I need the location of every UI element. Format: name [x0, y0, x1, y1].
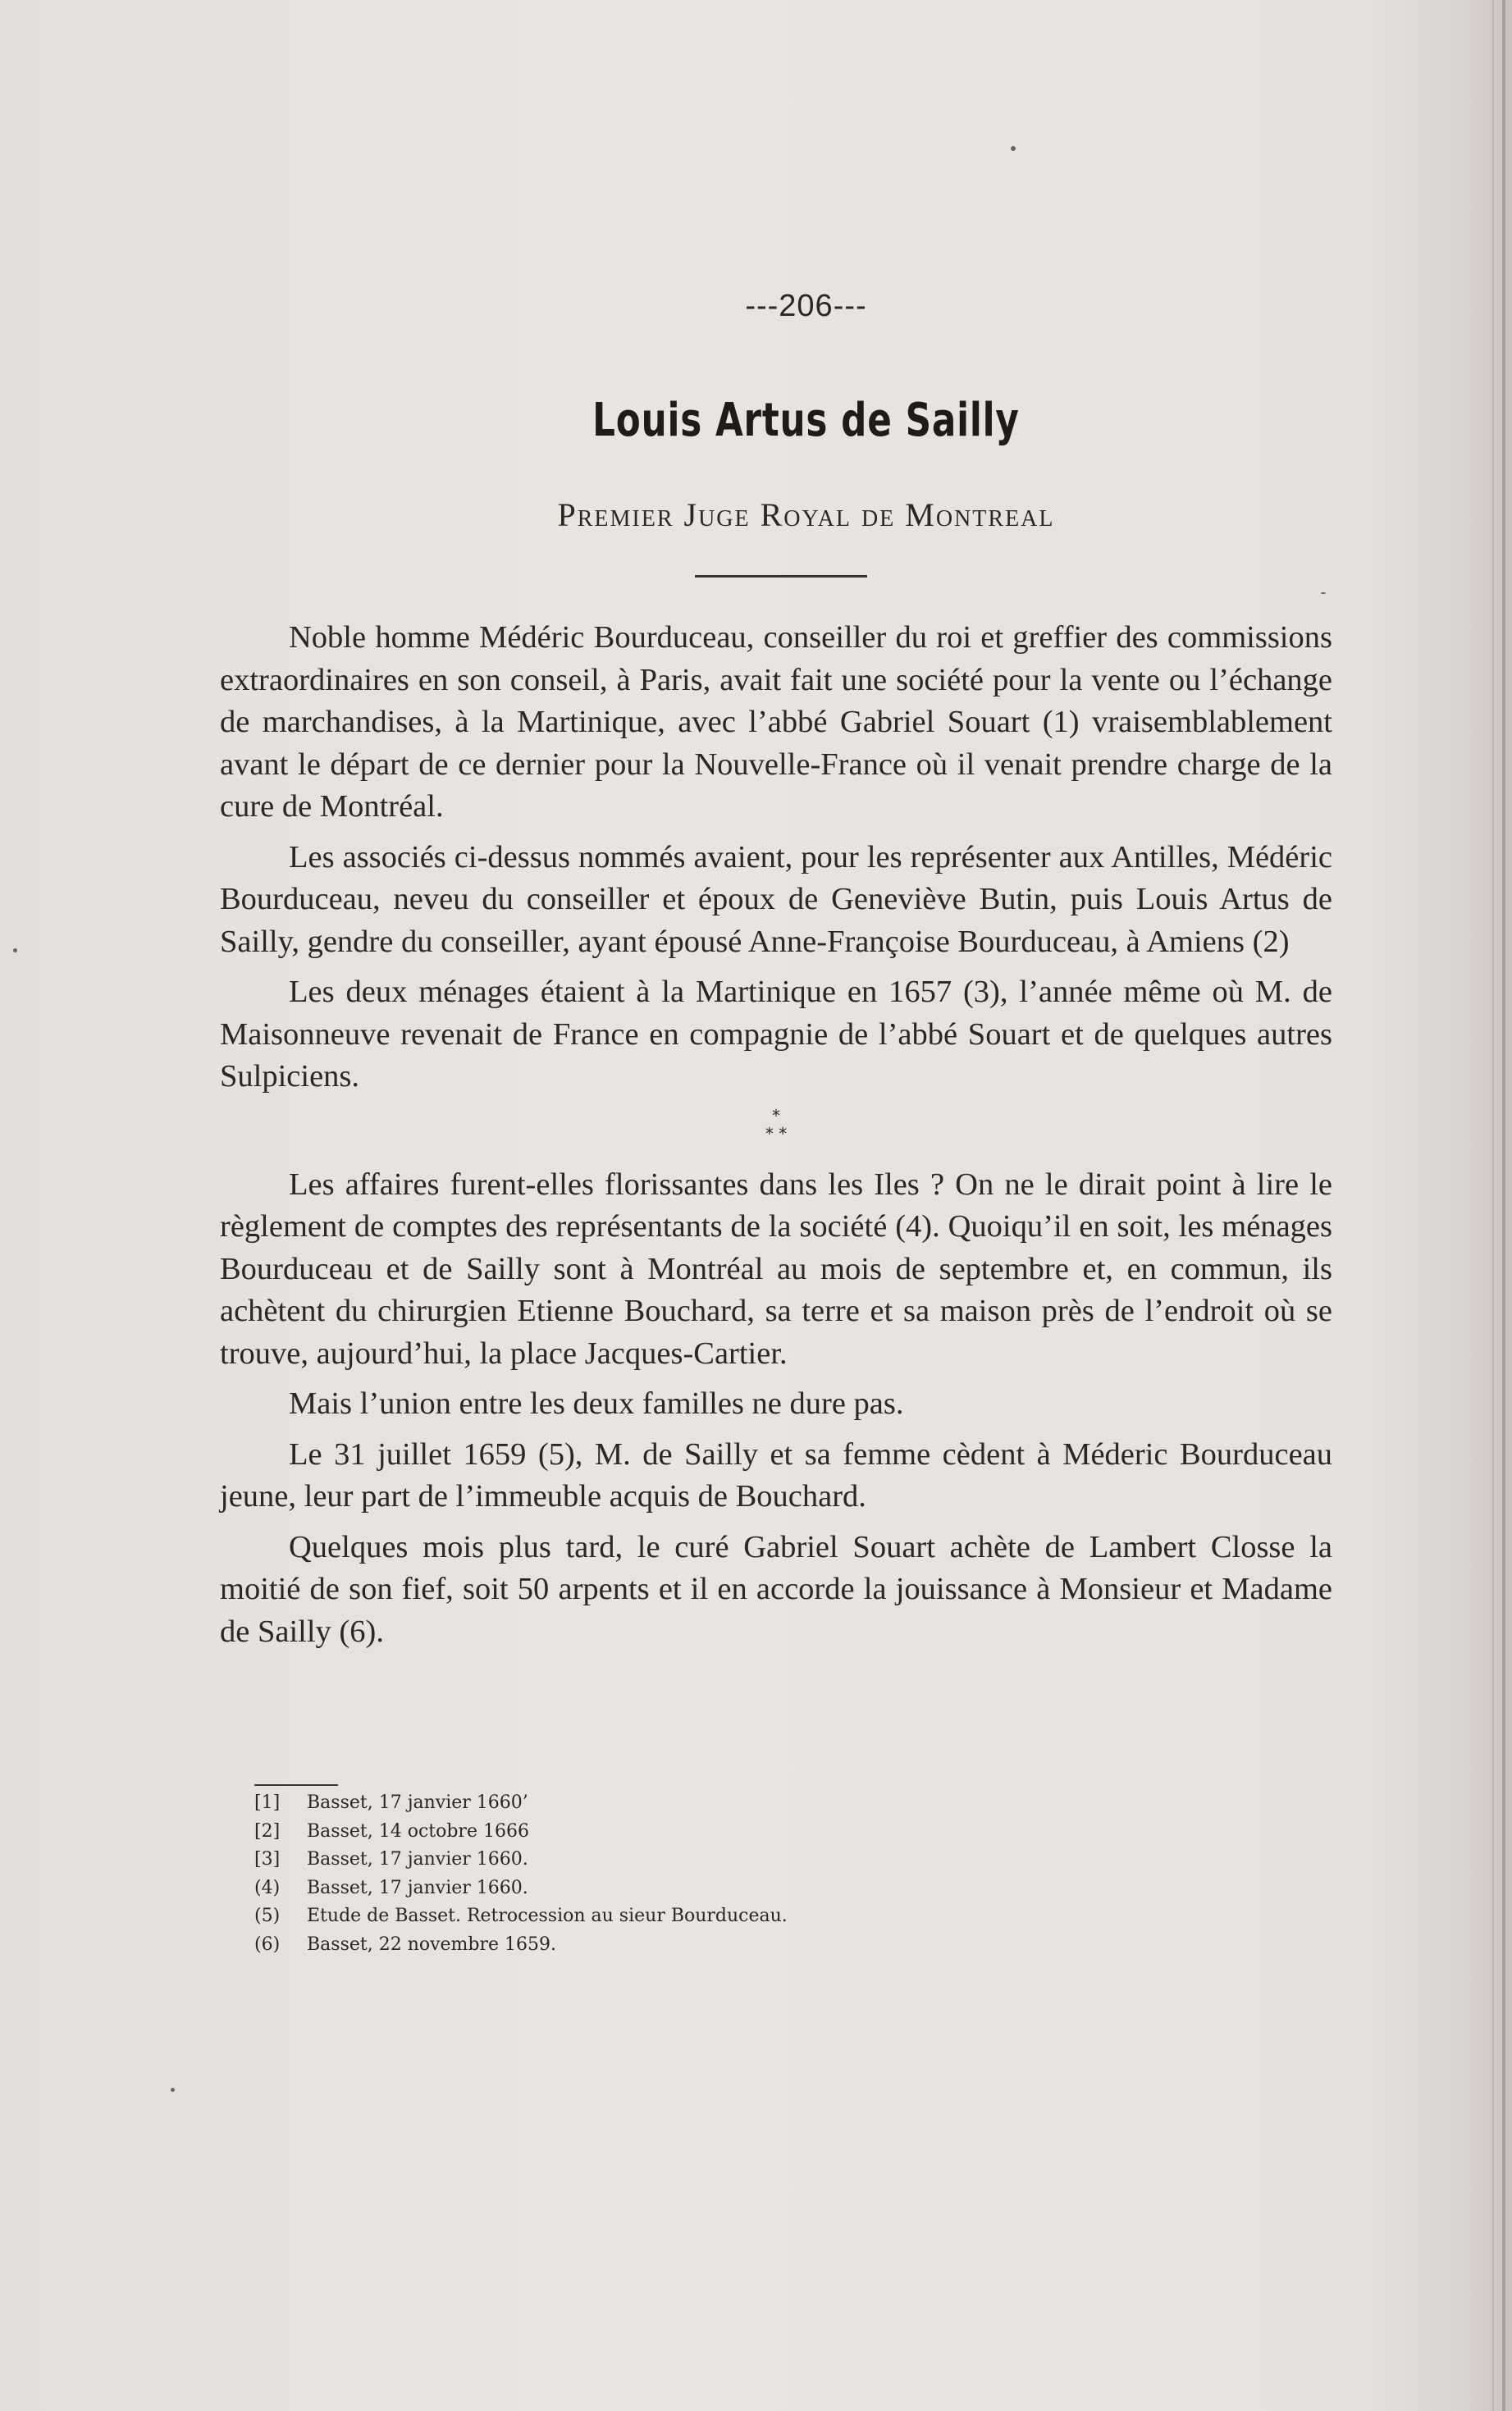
article-title: Louis Artus de Sailly: [592, 394, 1020, 447]
footnote-text: Basset, 17 janvier 1660.: [307, 1849, 528, 1870]
footnote-mark: (4): [254, 1877, 281, 1898]
paragraph: Noble homme Médéric Bourduceau, conseiller du roi et greffier des commissions extraordinaires en son conseil, à Paris, avait fait une société pour la vente ou l’échange de marchandises, à la Martinique, avec l’abbé Gabriel Souart (1) vraisemblablement avant le départ de ce dernier pour la Nouvelle-France où il venait prendre charge de la cure de Montréal.: [220, 620, 1332, 824]
footnote-text: Basset, 22 novembre 1659.: [307, 1934, 557, 1955]
title-divider: [695, 575, 867, 578]
footnotes-divider: [254, 1784, 338, 1786]
paper-speck: [171, 2088, 175, 2092]
footnote: [254, 1931, 993, 1960]
footnote-text: Basset, 17 janvier 1660’: [307, 1792, 528, 1813]
footnote-mark: (5): [254, 1906, 281, 1926]
footnote-text: Etude de Basset. Retrocession au sieur Bourduceau.: [307, 1906, 788, 1926]
page-number: ---206---: [745, 289, 867, 323]
footnote: [254, 1874, 993, 1903]
footnote-mark: (6): [254, 1934, 281, 1955]
footnotes: [254, 1789, 993, 1959]
footnote: [254, 1902, 993, 1931]
separator-line: *: [772, 1105, 780, 1126]
paragraph: Mais l’union entre les deux familles ne dure pas.: [289, 1386, 904, 1421]
section-separator: [220, 1107, 1332, 1143]
footnote-text: Basset, 17 janvier 1660.: [307, 1877, 528, 1898]
page-binding-edge: [1502, 0, 1505, 2411]
footnote: [254, 1818, 993, 1847]
separator-line: * *: [765, 1123, 788, 1144]
paragraph: Les deux ménages étaient à la Martinique en 1657 (3), l’année même où M. de Maisonneuve revenait de France en compagnie de l’abbé Souart et de quelques autres Sulpiciens.: [220, 975, 1332, 1094]
footnote-text: Basset, 14 octobre 1666: [307, 1820, 529, 1842]
paragraph: Quelques mois plus tard, le curé Gabriel Souart achète de Lambert Closse la moitié de son fief, soit 50 arpents et il en accorde la jouissance à Monsieur et Madame de Sailly (6).: [220, 1529, 1332, 1649]
paper-speck: [1321, 592, 1326, 594]
footnote: [254, 1846, 993, 1874]
paragraph: Les affaires furent-elles florissantes dans les Iles ? On ne le dirait point à lire le règlement de comptes des représentants de la société (4). Quoiqu’il en soit, les ménages Bourduceau et de Sailly sont à Montréal au mois de septembre et, en commun, ils achètent du chirurgien Etienne Bouchard, sa terre et sa maison près de l’endroit où se trouve, aujourd’hui, la place Jacques-Cartier.: [220, 1167, 1332, 1371]
paragraph: Le 31 juillet 1659 (5), M. de Sailly et sa femme cèdent à Méderic Bourduceau jeune, leur part de l’immeuble acquis de Bouchard.: [220, 1436, 1332, 1514]
article-body: [220, 617, 1332, 1661]
footnote-mark: [1]: [254, 1792, 281, 1813]
paper-speck: [13, 948, 17, 952]
footnote-mark: [3]: [254, 1849, 281, 1870]
article-subtitle: Premier Juge Royal de Montreal: [557, 496, 1055, 533]
footnote-mark: [2]: [254, 1820, 281, 1842]
paragraph: Les associés ci-dessus nommés avaient, pour les représenter aux Antilles, Médéric Bourduceau, neveu du conseiller et époux de Geneviève Butin, puis Louis Artus de Sailly, gendre du conseiller, ayant épousé Anne-Françoise Bourduceau, à Amiens (2): [220, 839, 1332, 959]
page-binding-shadow: [1492, 0, 1494, 2411]
footnote: [254, 1789, 993, 1818]
paper-speck: [1011, 146, 1016, 151]
